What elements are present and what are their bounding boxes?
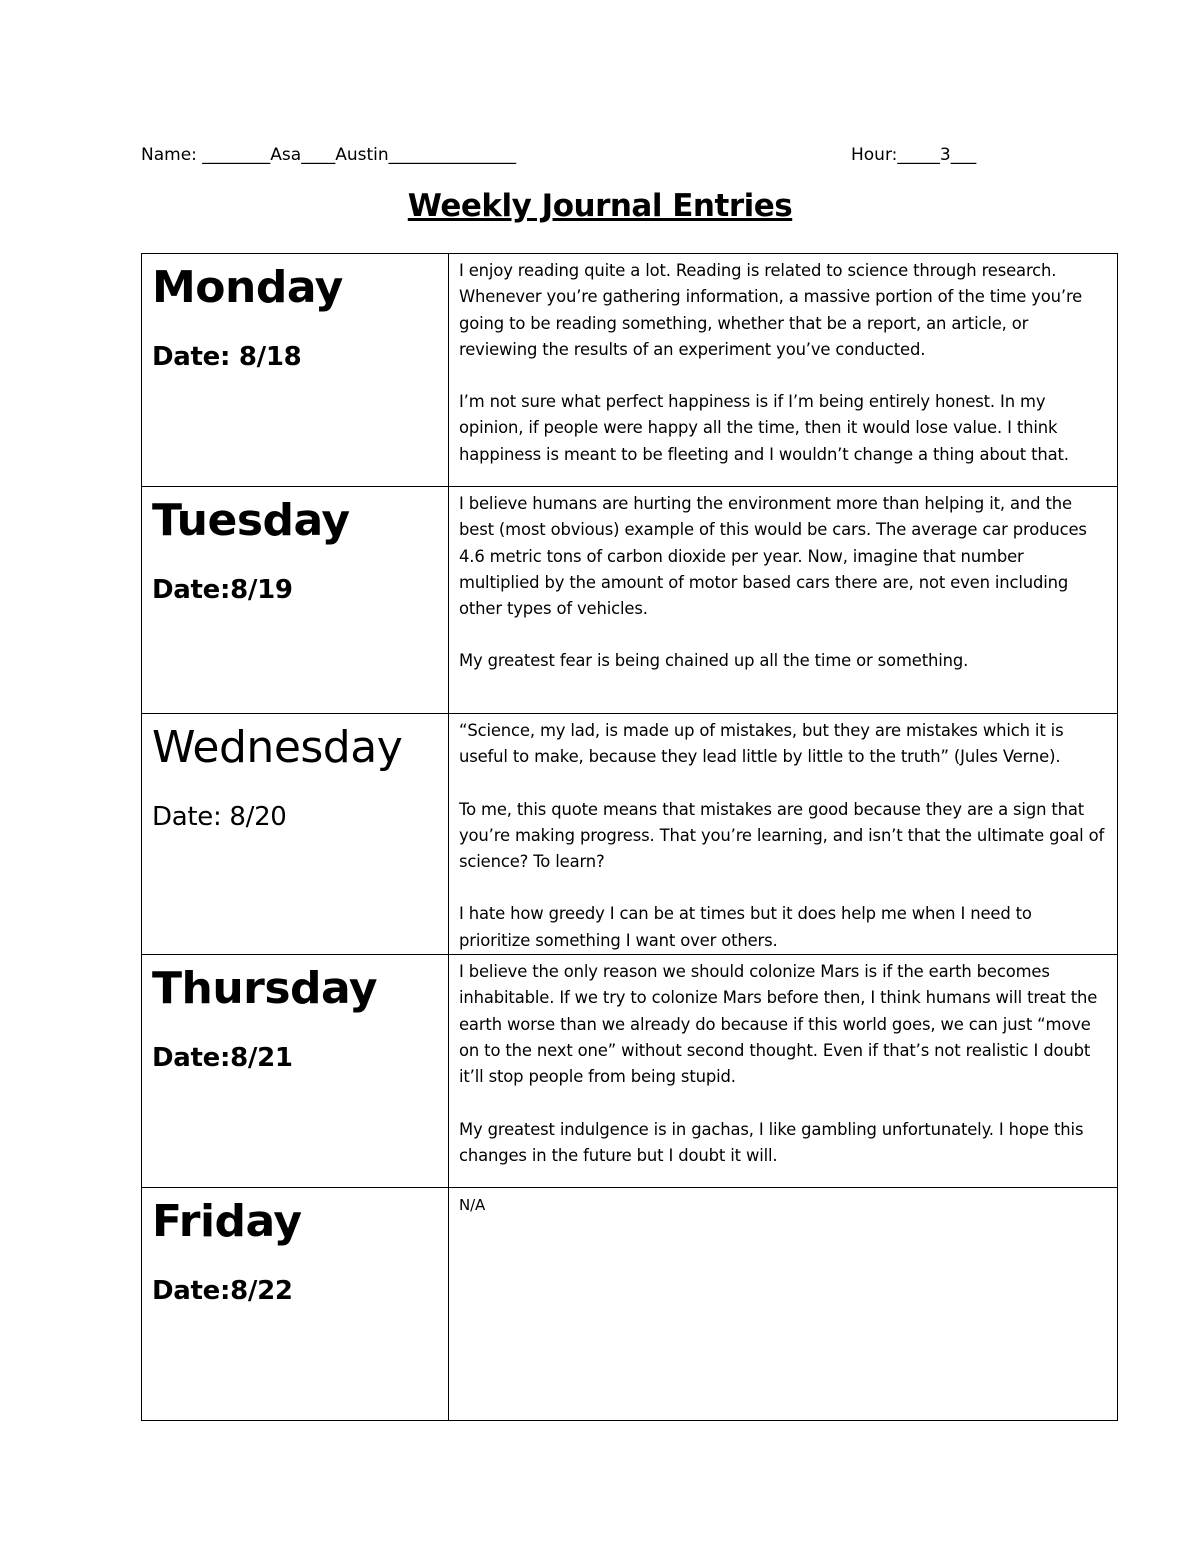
journal-row-friday <box>142 1188 1118 1421</box>
entry-cell-thursday <box>449 955 1118 1188</box>
entry-paragraph: I believe the only reason we should colonize Mars is if the earth becomes inhabitable. If we try to colonize Mars before then, I think humans will treat the earth worse than we already do because if this world goes, we can just “move on to the next one” without second thought. Even if that’s not realistic I doubt it’ll stop people from being stupid. <box>459 962 1098 1087</box>
page-title: Weekly Journal Entries <box>407 188 793 224</box>
day-cell-tuesday <box>142 487 449 714</box>
day-cell-thursday <box>142 955 449 1188</box>
journal-row-thursday <box>142 955 1118 1188</box>
header-line <box>141 145 1061 169</box>
entry-paragraph: I’m not sure what perfect happiness is if I’m being entirely honest. In my opinion, if people were happy all the time, then it would lose value. I think happiness is meant to be fleeting and I wouldn’t change a thing about that. <box>459 392 1069 464</box>
entry-cell-wednesday <box>449 714 1118 955</box>
entry-paragraph: My greatest indulgence is in gachas, I like gambling unfortunately. I hope this changes in the future but I doubt it will. <box>459 1119 1084 1165</box>
entry-cell-monday <box>449 254 1118 487</box>
day-cell-wednesday <box>142 714 449 955</box>
entry-date: Date: 8/20 <box>152 802 287 832</box>
entry-date: Date:8/21 <box>152 1043 293 1074</box>
day-cell-monday <box>142 254 449 487</box>
journal-row-monday <box>142 254 1118 487</box>
entry-date: Date:8/22 <box>152 1276 293 1307</box>
journal-row-wednesday <box>142 714 1118 955</box>
entry-cell-friday <box>449 1188 1118 1421</box>
entry-date: Date: 8/18 <box>152 342 302 372</box>
entry-date: Date:8/19 <box>152 575 293 605</box>
journal-row-tuesday <box>142 487 1118 714</box>
entry-paragraph: To me, this quote means that mistakes are good because they are a sign that you’re making progress. That you’re learning, and isn’t that the ultimate goal of science? To learn? <box>459 799 1105 872</box>
class-hour-field: Hour:_____3___ <box>851 145 977 165</box>
day-name: Monday <box>152 262 343 313</box>
day-cell-friday <box>142 1188 449 1421</box>
entry-paragraph: “Science, my lad, is made up of mistakes, but they are mistakes which it is useful to make, because they lead little by little to the truth” (Jules Verne). <box>459 721 1064 767</box>
day-name: Tuesday <box>152 495 350 546</box>
journal-table <box>141 253 1118 1421</box>
day-name: Wednesday <box>152 722 403 773</box>
entry-paragraph: I believe humans are hurting the environment more than helping it, and the best (most obvious) example of this would be cars. The average car produces 4.6 metric tons of carbon dioxide per year. Now, imagine that number multiplied by the amount of motor based cars there are, not even including other types of vehicles. <box>459 494 1087 619</box>
entry-paragraph: My greatest fear is being chained up all the time or something. <box>459 651 969 671</box>
entry-paragraph: N/A <box>459 1196 486 1215</box>
day-name: Thursday <box>152 963 378 1015</box>
entry-cell-tuesday <box>449 487 1118 714</box>
entry-paragraph: I enjoy reading quite a lot. Reading is related to science through research. Whenever you’re gathering information, a massive portion of the time you’re going to be reading something, whether that be a report, an article, or reviewing the results of an experiment you’ve conducted. <box>459 261 1083 359</box>
entry-paragraph: I hate how greedy I can be at times but it does help me when I need to prioritize something I want over others. <box>459 904 1032 950</box>
student-name-field: Name: ________Asa____Austin_______________ <box>141 145 517 165</box>
day-name: Friday <box>152 1196 302 1248</box>
